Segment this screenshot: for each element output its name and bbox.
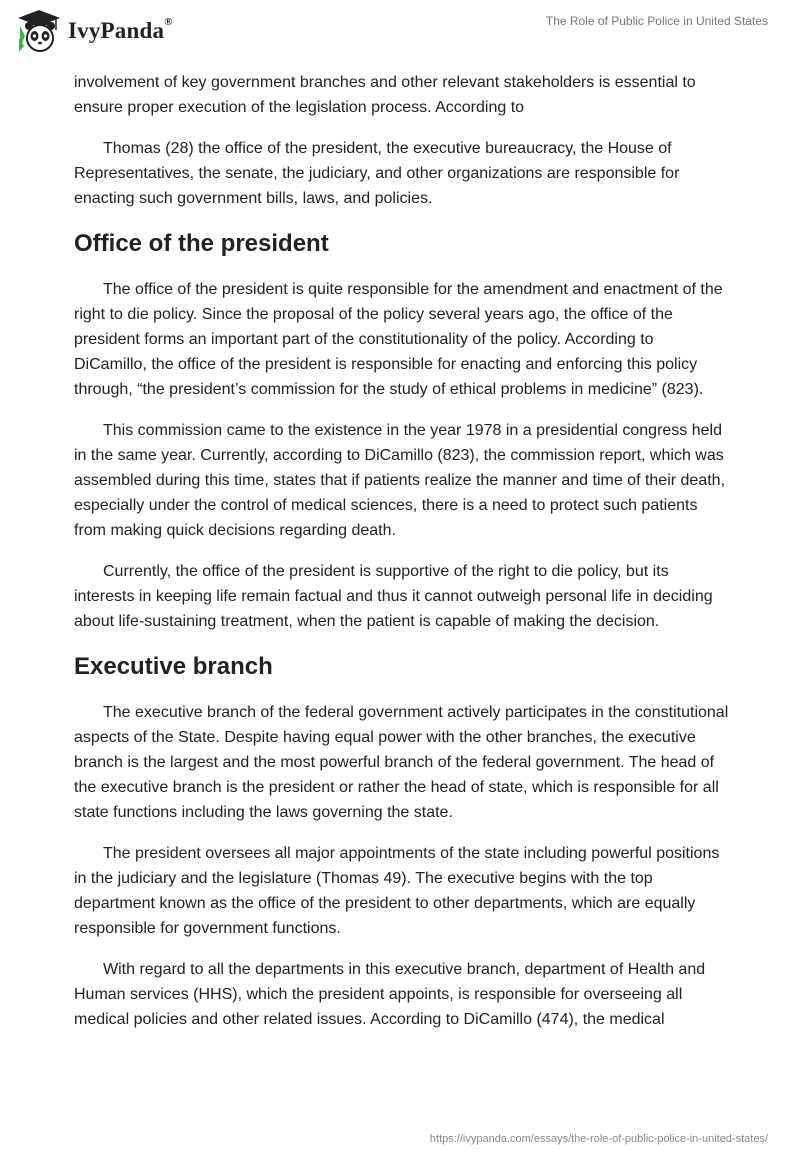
paragraph: The executive branch of the federal government actively participates in the constitutional aspects of the State. Despite having equal power with the other branches, the executive branch is the largest and the most powerful branch of the federal government. The head of the executive branch is the president or rather the head of state, which is responsible for all state functions including the laws governing the state. bbox=[74, 704, 729, 821]
brand-name: IvyPanda® bbox=[68, 16, 173, 43]
paragraph: This commission came to the existence in the year 1978 in a presidential congress held in the same year. Currently, according to DiCamillo (823), the commission report, which was assembled during this time, states that if patients realize the manner and time of their death, especially under the control of medical sciences, there is a need to protect such patients from making quick decisions regarding death. bbox=[74, 422, 726, 539]
paragraph: involvement of key government branches and other relevant stakeholders is essential to ensure proper execution of the legislation process. According to bbox=[74, 74, 696, 116]
essay-body bbox=[74, 70, 730, 1048]
document-title: The Role of Public Police in United States bbox=[545, 14, 768, 28]
paragraph: Currently, the office of the president is supportive of the right to die policy, but its interests in keeping life remain factual and thus it cannot outweigh personal life in deciding about life-sustaining treatment, when the patient is capable of making the decision. bbox=[74, 563, 713, 630]
panda-graduation-icon bbox=[16, 8, 62, 54]
paragraph: Thomas (28) the office of the president, the executive bureaucracy, the House of Representatives, the senate, the judiciary, and other organizations are responsible for enacting such government bills, laws, and policies. bbox=[74, 140, 680, 207]
paragraph: With regard to all the departments in this executive branch, department of Health and Human services (HHS), which the president appoints, is responsible for overseeing all medical policies and other related issues. According to DiCamillo (474), the medical bbox=[74, 961, 706, 1028]
page-header bbox=[0, 0, 800, 70]
source-url[interactable]: https://ivypanda.com/essays/the-role-of-public-police-in-united-states/ bbox=[429, 1133, 768, 1145]
ivypanda-logo[interactable] bbox=[16, 8, 173, 54]
section-heading-office-of-the-president: Office of the president bbox=[74, 230, 329, 257]
section-heading-executive-branch: Executive branch bbox=[74, 653, 273, 680]
paragraph: The president oversees all major appointments of the state including powerful positions in the judiciary and the legislature (Thomas 49). The executive begins with the top department known as the office of the president to other departments, which are equally responsible for government functions. bbox=[74, 845, 720, 937]
paragraph: The office of the president is quite responsible for the amendment and enactment of the right to die policy. Since the proposal of the policy several years ago, the office of the president forms an important part of the constitutionality of the policy. According to DiCamillo, the office of the president is responsible for enacting and enforcing this policy through, “the president’s commission for the study of ethical problems in medicine” (823). bbox=[74, 281, 723, 398]
